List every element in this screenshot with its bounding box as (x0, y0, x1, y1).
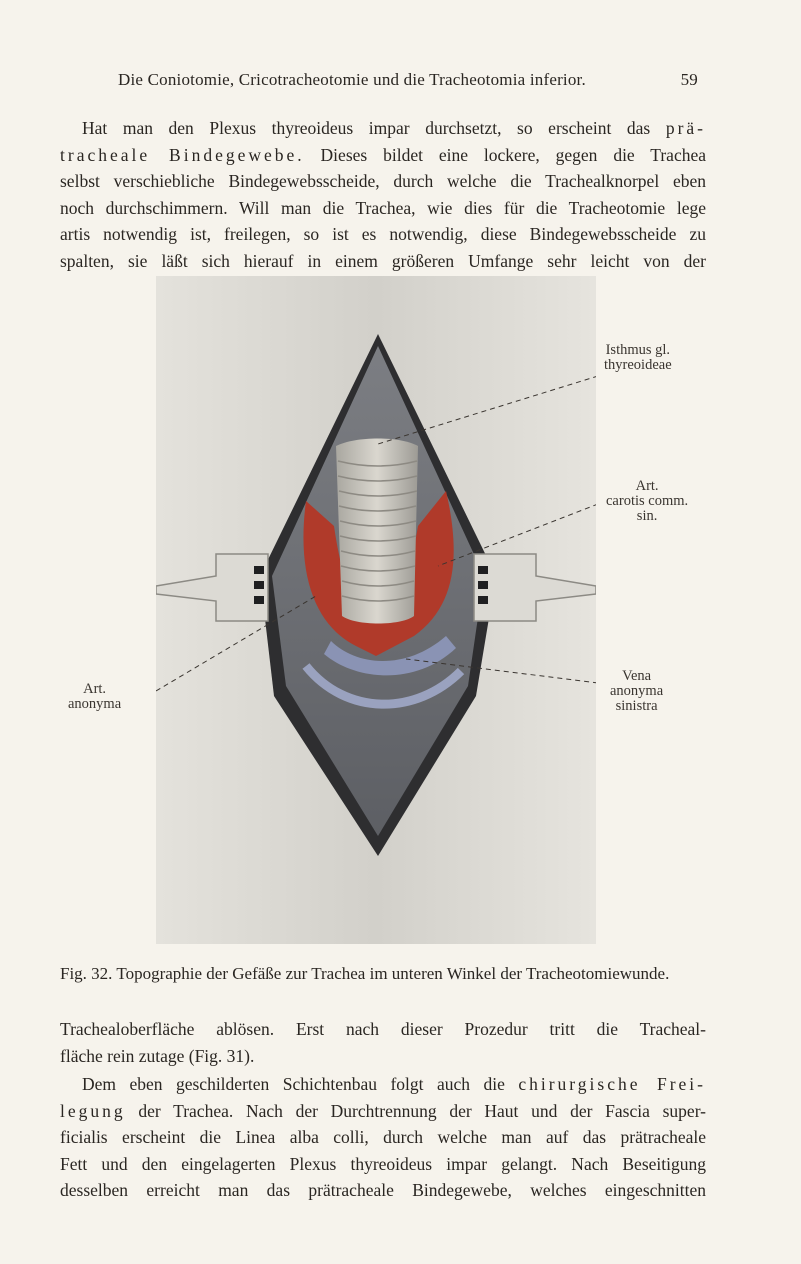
figure-32 (156, 276, 596, 944)
para1-line-5: artis notwendig ist, freilegen, so ist es notwendig, diese Bindegewebsscheide zu (60, 224, 706, 244)
para2-line-1: Trachealoberfläche ablösen. Erst nach dieser Prozedur tritt die Tracheal- (60, 1019, 706, 1039)
spaced-emphasis: prä- (665, 118, 706, 138)
page-number: 59 (680, 70, 698, 89)
para1-line-2: tracheale Bindegewebe. Dieses bildet eine lockere, gegen die Trachea (60, 144, 706, 165)
label-carotis: Art. carotis comm. sin. (606, 478, 689, 524)
running-title: Die Coniotomie, Cricotracheotomie und die Tracheotomia inferior. (118, 70, 586, 89)
paragraph-1 (60, 115, 706, 274)
para1-line-6: spalten, sie läßt sich hierauf in einem größeren Umfange sehr leicht von der (60, 250, 706, 271)
para3-line-5: desselben erreicht man das prätracheale Bindegewebe, welches eingeschnitten (60, 1180, 706, 1200)
spaced-emphasis: tracheale Bindegewebe. (60, 144, 305, 165)
paragraph-2 (60, 1016, 706, 1069)
para3-line-4: Fett und den eingelagerten Plexus thyreoideus impar gelangt. Nach Beseitigung (60, 1153, 706, 1174)
label-art-anonyma: Art. anonyma (68, 681, 122, 712)
para1-line-1: Hat man den Plexus thyreoideus impar durchsetzt, so erscheint das prä- (82, 118, 706, 138)
label-isthmus: Isthmus gl. thyreoideae (604, 342, 672, 373)
anatomical-illustration (156, 276, 596, 944)
label-vena-anonyma: Vena anonyma sinistra (610, 668, 664, 714)
paragraph-3 (60, 1071, 706, 1204)
spaced-emphasis: legung (60, 1100, 126, 1121)
para3-line-2: legung der Trachea. Nach der Durchtrennung der Haut und der Fascia super- (60, 1100, 706, 1121)
para2-line-2: fläche rein zutage (Fig. 31). (60, 1045, 255, 1066)
spaced-emphasis: chirurgische Frei- (518, 1074, 706, 1094)
para3-line-3: ficialis erscheint die Linea alba colli, durch welche man auf das prätracheale (60, 1127, 706, 1147)
para3-line-1: Dem eben geschilderten Schichtenbau folgt auch die chirurgische Frei- (82, 1074, 706, 1094)
para1-line-3: selbst verschiebliche Bindegewebsscheide, durch welche die Trachealknorpel eben (60, 171, 706, 191)
para1-line-4: noch durchschimmern. Will man die Trachea, wie dies für die Tracheotomie lege (60, 197, 706, 218)
figure-caption: Fig. 32. Topographie der Gefäße zur Trachea im unteren Winkel der Tracheotomiewunde. (60, 964, 670, 983)
